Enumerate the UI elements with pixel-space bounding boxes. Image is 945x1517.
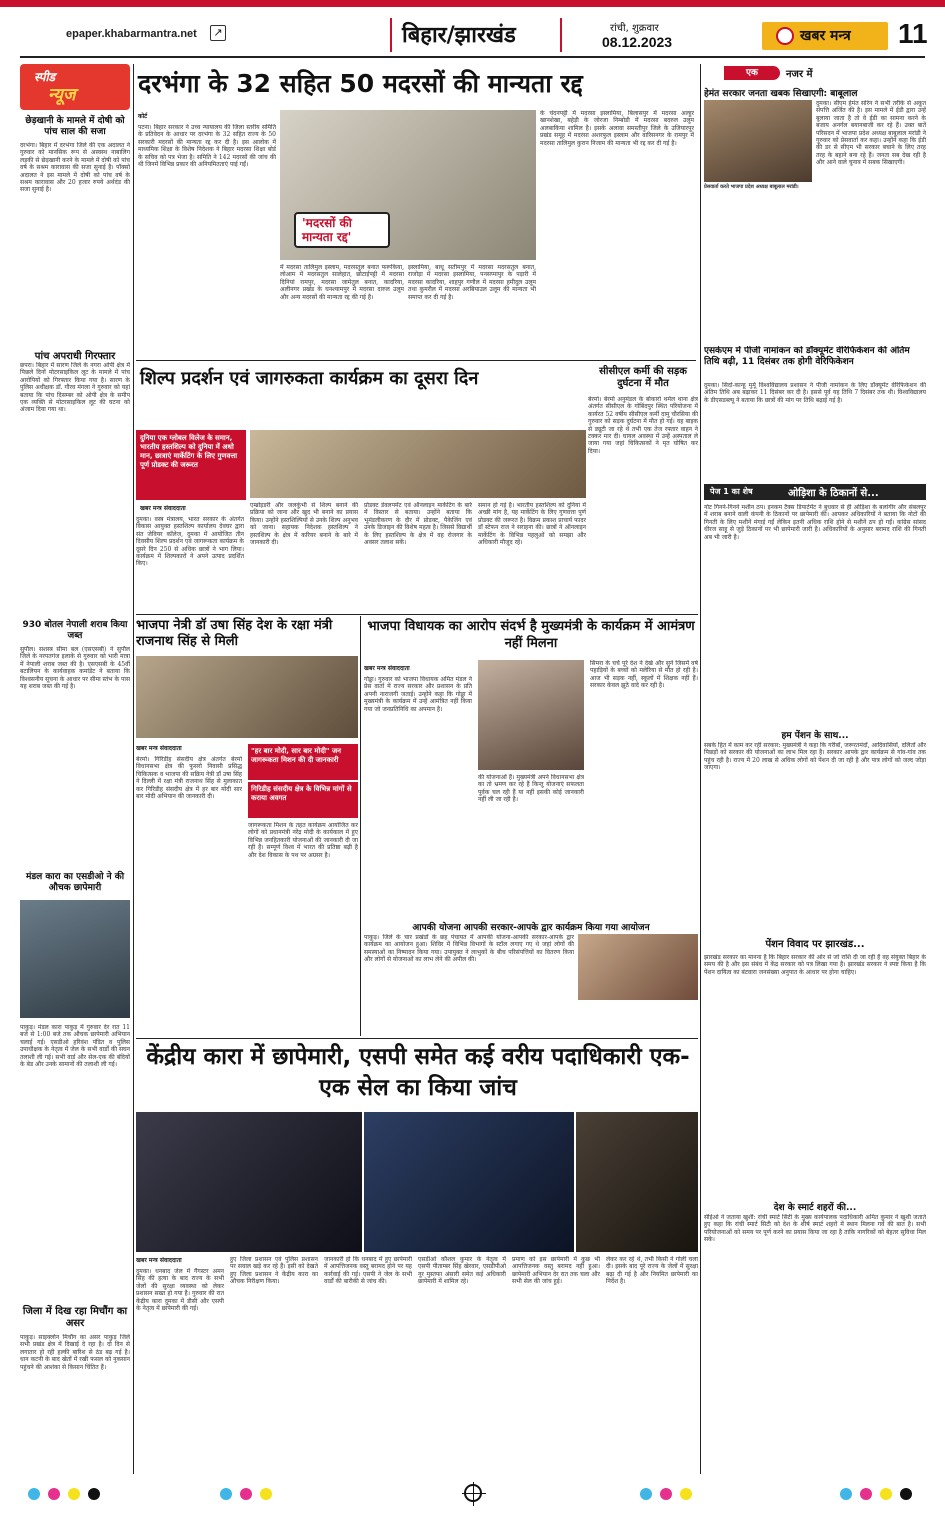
lead-story — [136, 64, 696, 360]
reg-dot-magenta-left — [48, 1488, 60, 1500]
usha-divider — [360, 616, 361, 1036]
epaper-url[interactable]: epaper.khabarmantra.net — [66, 28, 197, 40]
speed-item-5-body: पाकुड़। साइक्लोन मिचौंग का असर पाकुड़ जिले सभी प्रखंड क्षेत्र में दिखाई दे रहा है। दो दिन से लगातार हो रही हल्की बारिश से ठंड बढ़ गई है। धान कटनी के बाद खेतों में रखी फसल को नुकसान पहुंचने की आशंका से किसान चिंतित हैं। — [20, 1334, 130, 1371]
header-divider-left — [390, 18, 392, 52]
odisha-sub-2: पेंशन विवाद पर झारखंड... — [765, 939, 865, 950]
odisha-headline: ओड़िशा के ठिकानों से... — [788, 488, 879, 499]
shilp-story — [136, 362, 586, 612]
ccl-story — [588, 362, 698, 612]
shilp-col-4: समान हो गई है। भारतीय हस्तशिल्प को दुनिया में अच्छी मांग है, यह मार्केटिंग के लिए गुणवत्ता पूर्ण प्रोडक्ट की जरूरत है। विक्रम प्रकाश प्राचार्य फादर डॉ स्टेफन राज ने सराहना की। छात्रों ने ऑनलाइन मार्केटिंग के विभिन्न पहलुओं को समझा और अधिकारी मौजूद रहे। — [478, 502, 586, 547]
jail-raid-photo — [20, 900, 130, 1018]
kara-col-1: दुमका। धनबाद जेल में गैंगस्टर अमन सिंह की हत्या के बाद राज्य के सभी जेलों की सुरक्षा व्यवस्था को लेकर प्रशासन सख्त हो गया है। गुरुवार की रात केंद्रीय कारा दुमका में डीसी और एसपी के नेतृत्व में छापेमारी की गई। — [136, 1268, 224, 1313]
header-divider-mid — [560, 18, 562, 52]
shilp-redbox: दुनिया एक ग्लोबल विलेज के समान, भारतीय हस्तशिल्प को दुनिया में अधो मान, छात्राएं मार्केटिंग के लिए गुणवत्ता पूर्ण प्रोडक्ट की जरूरत — [136, 430, 246, 500]
kara-col-5: प्रमाण को इस छापेमारी में कुछ भी आपत्तिजनक वस्तु बरामद नहीं हुआ। छापेमारी अभियान देर रात तक चला और सभी सेल की जांच हुई। — [512, 1256, 600, 1286]
odisha-sub-1: हम पेंशन के साथ... — [781, 731, 849, 741]
hemant-body: दुमका। सीएम हेमंत सोरेन ने सभी तरीके से अकूत संपत्ति अर्जित की है। इस मामले में ईडी द्वारा उन्हें बुलाया जाता है तो वे ईडी का सामना करने के बजाय अनर्गल बयानबाजी कर रहे हैं। उक्त बातें परिसदन में भाजपा प्रदेश अध्यक्ष बाबूलाल मरांडी ने गुरुवार को प्रेसवार्ता कर कहा। उन्होंने कहा कि ईडी की डर से सीएम भी सरकार बचाने के लिए तरह तरह के बहाने बना रहे हैं। जनता सब देख रही है और आने वाले चुनाव में सबक सिखाएगी। — [816, 100, 926, 167]
lead-bottom-rule — [136, 360, 696, 361]
reg-dot-yellow-2 — [260, 1488, 272, 1500]
shilp-photo — [250, 430, 586, 498]
reg-dot-yellow-left — [68, 1488, 80, 1500]
kara-photo-3 — [576, 1112, 698, 1252]
crosshair-h — [462, 1493, 486, 1494]
hemant-headline: हेमंत सरकार जनता खबक सिखाएगी: बाबूलाल — [704, 89, 858, 99]
usha-col-2: जागरूकता मिशन के तहत कार्यक्रम आयोजित कर लोगों को प्रधानमंत्री नरेंद्र मोदी के कार्यकाल में हुए विभिन्न जनहितकारी योजनाओं की जानकारी दी जा रही है। सम्पूर्ण विश्व में भारत की प्रतिष्ठा बढ़ी है और देश विकास के पथ पर अग्रसर है। — [248, 822, 358, 859]
mla-story — [364, 616, 698, 916]
madrasa-photo-tag: 'मदरसों की मान्यता रद्द' — [294, 212, 390, 248]
right-column-divider — [700, 64, 701, 1474]
speed-item-1-body: दरभंगा। बिहार में दरभंगा जिले की एक अदालत ने गुरुवार को मानसिक रूप से अस्वस्थ नाबालिग लड़की से छेड़खानी करने के मामले में दोषी को पांच वर्ष के सश्रम कारावास की सजा सुनाई है। पॉक्सो अदालत ने इस मामले में दोषी को पांच वर्ष के सश्रम कारावास और 20 हजार रुपये अर्थदंड की सजा सुनाई है। — [20, 142, 130, 194]
skm-headline: एसकेएम में पीजी नामांकन को डॉक्यूमेंट वेरिफिकेशन की अंतिम तिथि बढ़ी, 11 दिसंबर तक होगी वेरिफिकेशन — [704, 346, 910, 367]
lead-col-1: पटना। बिहार सरकार ने उच्च न्यायालय की जिला स्तरीय समिति के प्रतिवेदन के आधार पर दरभंगा के 32 सहित राज्य के 50 सरकारी मदरसों की मान्यता रद्द कर दी है। इस आलोक में माध्यमिक शिक्षा के विशेष निदेशक ने बिहार मदरसा शिक्षा बोर्ड के सचिव को पत्र भेजा है। समिति ने 142 मदरसों की जांच की थी जिनमें विभिन्न प्रकार की अनियमितताएं पाई गईं। — [138, 124, 276, 169]
ccl-body: बेरमो। बेरमो अनुमंडल के बोकारो थर्मल थाना क्षेत्र अंतर्गत सीसीएल के गोबिंदपुर स्थित परियोजना में कार्यरत 52 वर्षीय सीसीएल कर्मी दामु चौरसिया की गुरुवार को सड़क दुर्घटना में मौत हो गई। वह बाइक से ड्यूटी जा रहे थे तभी एक तेज रफ्तार वाहन ने टक्कर मार दी। घायल अवस्था में उन्हें अस्पताल ले जाया गया जहां चिकित्सकों ने मृत घोषित कर दिया। — [588, 396, 698, 455]
speed-item-2-body: छपरा। बिहार में सारण जिले के नगरा ओपी क्षेत्र में पिछले दिनों मोटरसाइकिल लूट के मामले में पांच आरोपियों को गिरफ्तार किया गया है। सारण के पुलिस अधीक्षक डॉ. गौरव मंगला ने गुरुवार को यहां बताया कि पांच दिसम्बर को ओपी क्षेत्र के समीप एक व्यक्ति से मोटरसाइकिल लूट की घटना को अंजाम दिया गया था। — [20, 362, 130, 414]
reg-dot-cyan-left — [28, 1488, 40, 1500]
mla-col-3: सिमरा के चर्चे पूरे देश ने देखे और सुने जिसमें वर्ष पहाड़ियों के बच्चों को मलेरिया से मौत हो रही है। आज भी सड़क नहीं, स्कूलों में शिक्षक नहीं हैं। सरकार केवल झूठे वादे कर रही है। — [590, 660, 698, 690]
mla-photo — [478, 660, 584, 770]
page-number: 11 — [898, 18, 928, 49]
usha-redbox-2: गिरिडीह संसदीय क्षेत्र के विभिन्न मांगों से कराया अवगत — [248, 782, 358, 818]
crosshair-v — [473, 1482, 474, 1506]
shilp-col-2: एम्ब्रोइडरी और जलकुंभी से शिल्प बनाने की प्रक्रिया को जाना और खुद भी बनाने का प्रयास किया। उन्होंने हस्तशिल्पियों से उनके शिल्प अनुभव को जाना। सहायक निदेशक हस्तशिल्प ने हस्तशिल्प के क्षेत्र में करियर बनाने के बारे में जानकारी दी। — [250, 502, 358, 547]
lead-col-4: के चंदनपट्टी में मदरसा इस्लामिया, बिलासपुर में मदरसा अल्हुर खानशेखा, बहेड़ी के जोरजा निम्बोडी में मदरसा बदरुल उलूम अलबाकिया शामिल है। इसके अलावा समस्तीपुर जिले के उजियारपुर प्रखंड समूह में मदरसा अशरफुल इस्लाम और वारिसनगर के रामपुर में मदरसा तालिमुल कुरान निजाम की मान्यता भी रद्द कर दी गई है। — [540, 110, 694, 147]
section-title: बिहार/झारखंड — [402, 23, 516, 48]
shilp-col-3: प्रोडक्ट डेवलपमेंट एवं ऑनलाइन मार्केटिंग के बारे में विस्तार से बताया। उन्होंने बताया कि भूमंडलीकरण के दौर में प्रोडक्ट, पैकेजिंग एवं उनके डिजाइन की विशेष महत्व है। जिससे विद्यार्थी के लिए हस्तशिल्प के क्षेत्र में वह रोजगार के अवसर तलाश सकें। — [364, 502, 472, 547]
odisha-body-3: झारखंड सरकार का मानना है कि बिहार सरकार की ओर से जो राशि दी जा रही है वह संयुक्त बिहार के समय की है और इस संबंध में केंद्र सरकार को पत्र लिखा गया है। झारखंड सरकार ने स्पष्ट किया है कि पेंशन दायित्व का बंटवारा जनसंख्या अनुपात के आधार पर होना चाहिए। — [704, 954, 926, 976]
lead-col-2: में मदरसा तालिमुल इस्लाम, मदरसतुल बनात फरूकिया, लोआम में मदरसतुल सालेहात, छोटाईपट्टी में मदरसा दिनियां रामपुर, मदरसा जामेतुल बनात, कादरिया, अलीनगर प्रखंड के घनश्यामपुर में मदरसा दारुल उलूम और अन्य मदरसों की मान्यता रद्द की गई है। — [280, 264, 404, 301]
speed-item-1-title: छेड़खानी के मामले में दोषी को पांच साल की सजा — [25, 116, 125, 137]
masthead-rule — [20, 56, 925, 58]
reg-dot-black-left — [88, 1488, 100, 1500]
mla-byline: खबर मन्त्र संवाददाता — [364, 665, 410, 672]
brand-name: खबर मन्त्र — [800, 28, 851, 44]
mid-bottom-rule — [136, 1038, 698, 1039]
reg-dot-cyan-3 — [640, 1488, 652, 1500]
kara-byline: खबर मन्त्र संवाददाता — [136, 1257, 182, 1264]
odisha-body-2: सबके हित में काम कर रही सरकार: मुख्यमंत्री ने कहा कि गरीबों, जरूरतमंदों, आदिवासियों, दलितों और पिछड़ों को सरकार की योजनाओं का लाभ मिल रहा है। सरकार आपके द्वार कार्यक्रम से गांव-गांव तक पहुंच रही है। राज्य में 20 लाख से अधिक लोगों को पेंशन दी जा रही है और पात्र लोगों को जल्द जोड़ा जाएगा। — [704, 742, 926, 772]
mla-col-1: गोड्डा। गुरुवार को भाजपा विधायक अमित मंडल ने प्रेस वार्ता में राज्य सरकार और प्रशासन के प्रति अपनी नाराजगी जताई। उन्होंने कहा कि गोड्डा में मुख्यमंत्री के कार्यक्रम में उन्हें आमंत्रित नहीं किया गया जो जनप्रतिनिधि का अपमान है। — [364, 676, 472, 713]
kara-col-6: लेकर कर रहे थे, तभी किसी ने गोली चला दी। इसके बाद पूरे राज्य के जेलों में सुरक्षा बढ़ा दी गई है और नियमित छापेमारी का निर्देश है। — [606, 1256, 698, 1286]
speed-item-2-title: पांच अपराधी गिरफ्तार — [34, 351, 116, 362]
usha-byline: खबर मन्त्र संवाददाता — [136, 745, 182, 752]
lead-byline: कोर्ट — [138, 113, 148, 120]
odisha-strip-label: पेज 1 का शेष — [710, 487, 753, 496]
shilp-col-1: दुमका। वस्त्र मंत्रालय, भारत सरकार के अंतर्गत विकास आयुक्त हस्तशिल्प कार्यालय देवघर द्वारा संत जेवियर कॉलेज, दुमका में आयोजित तीन दिवसीय शिल्प प्रदर्शन एवं जागरूकता कार्यक्रम के दूसरे दिन 250 से अधिक छात्रों ने भाग लिया। कार्यक्रम में शिल्पकारों ने अपने उत्पाद प्रदर्शित किए। — [136, 516, 244, 568]
share-icon[interactable]: ↗ — [210, 25, 226, 41]
reg-dot-yellow-right — [880, 1488, 892, 1500]
aapki-headline: आपकी योजना आपकी सरकार-आपके द्वार कार्यक्रम किया गया आयोजन — [412, 923, 650, 933]
reg-dot-yellow-3 — [680, 1488, 692, 1500]
speed-item-3-title: 930 बोतल नेपाली शराब किया जब्त — [22, 620, 128, 641]
kara-story — [136, 1040, 698, 1474]
ccl-headline: सीसीएल कर्मी की सड़क दुर्घटना में मौत — [599, 366, 687, 389]
usha-col-1: बेरमो। गिरिडीह संसदीय क्षेत्र अंतर्गत बेरमो विधानसभा क्षेत्र की फुसरो निवासी प्रसिद्ध चिकित्सक व भाजपा की सक्रिय नेत्री डॉ उषा सिंह ने दिल्ली में रक्षा मंत्री राजनाथ सिंह से मुलाकात कर गिरिडीह संसदीय क्षेत्र में हर बार मोदी सार बार मोदी अभियान की जानकारी दी। — [136, 756, 242, 801]
speed-item-3-body: सुपौल। सशस्त्र सीमा बल (एसएसबी) ने सुपौल जिले के नरपतगंज इलाके से गुरुवार को भारी मात्रा में नेपाली शराब जब्त की है। एसएसबी के 45वीं बटालियन के कार्यवाहक कमांडेंट ने बताया कि विश्वसनीय सूचना के आधार पर सीमा स्तंभ के पास यह शराब जब्त की गई है। — [20, 646, 130, 691]
mla-col-2: की योजनाओं हैं। मुख्यमंत्री अपने विधानसभा क्षेत्र का तो भ्रमण कर रहे हैं किन्तु योजनाएं सफलता पूर्वक चल रही हैं या नहीं इसकी कोई जानकारी नहीं ली जा रही है। — [478, 774, 584, 804]
skm-body: दुमका। सिदो-कान्हू मुर्मू विश्वविद्यालय प्रशासन ने पीजी नामांकन के लिए डॉक्यूमेंट वेरिफिकेशन की अंतिम तिथि अब बढ़ाकर 11 दिसंबर कर दी है। इससे पूर्व यह तिथि 7 दिसंबर तक थी। विश्वविद्यालय के डीएसडब्ल्यू ने बताया कि छात्रों की मांग पर तिथि बढ़ाई गई है। — [704, 382, 926, 404]
kara-photo-1 — [136, 1112, 362, 1252]
aapki-photo — [578, 934, 698, 1000]
hemant-story — [704, 64, 926, 346]
header-date: 08.12.2023 — [602, 34, 673, 50]
kara-col-4: एसडीओ कौशल कुमार के नेतृत्व में एसपी पीताम्बर सिंह खेरवार, एसडीपीओ नूर मुस्तफा अंसारी समेत कई अधिकारी छापेमारी में शामिल रहे। — [418, 1256, 506, 1286]
speed-item-4-body: पाकुड़। मंडल कारा पाकुड़ में गुरुवार देर रात 11 बजे से 1:00 बजे तक औचक छापेमारी अभियान चलाई गई। एसडीओ हरिवंश पंडित व पुलिस उपाधीक्षक के नेतृत्व में जेल के सभी वार्डों की सघन तलाशी ली गई। सभी वार्ड और सेल-एक की बंदियों के बेड और उनके सामानों की तलाशी ली गई। — [20, 1024, 130, 1069]
ek-nazar-tag-2: नजर में — [786, 69, 813, 80]
babulal-photo-caption: प्रेसवार्ता करते भाजपा प्रदेश अध्यक्ष बाबूलाल मरांडी। — [704, 184, 799, 190]
speed-news-column — [20, 64, 130, 1474]
lead-col-3: इस्लामिया, बाधू सतीमपुर में मदरसा मदरसतुल बनात, राजोड़ा में मदरसा इस्लामिया, पनसप्पापुर के पड़ारी में मदरसा कादरिया, शाहपुर गणौल में मदरसा हमीदुल उलूम तथा कुमरौल में मदरसा अरबियाउल उलूम की मान्यता भी समाप्त कर दी गई है। — [408, 264, 536, 301]
shilp-byline: खबर मन्त्र संवाददाता — [140, 505, 186, 512]
mla-headline: भाजपा विधायक का आरोप संदर्भ है मुख्यमंत्री के कार्यक्रम में आमंत्रण नहीं मिलना — [367, 619, 695, 651]
lead-headline: दरभंगा के 32 सहित 50 मदरसों की मान्यता रद्द — [138, 69, 583, 98]
kara-headline: केंद्रीय कारा में छापेमारी, एसपी समेत कई वरीय पदाधिकारी एक-एक सेल का किया जांच — [146, 1044, 690, 1101]
usha-headline: भाजपा नेत्री डॉ उषा सिंह देश के रक्षा मंत्री राजनाथ सिंह से मिली — [136, 618, 333, 649]
usha-story — [136, 616, 358, 1036]
skm-story — [704, 346, 926, 482]
aapki-body: पाकुड़। जिले के चार प्रखंडों के छह पंचायत में आपकी योजना-आपकी सरकार-आपके द्वार कार्यक्रम का आयोजन हुआ। शिविर में विभिन्न विभागों के स्टॉल लगाए गए थे जहां लोगों की समस्याओं का निष्पादन किया गया। उपायुक्त ने लाभुकों के बीच परिसंपत्तियों का वितरण किया और लोगों से योजनाओं का लाभ लेने की अपील की। — [364, 934, 574, 964]
kara-photo-2 — [364, 1112, 574, 1252]
usha-photo — [136, 656, 358, 738]
madrasa-photo — [280, 110, 536, 260]
speed-news-badge-line1: स्पीड — [34, 70, 56, 84]
odisha-sub-3: देश के स्मार्ट शहरों की... — [773, 1203, 857, 1213]
crosshair-icon — [464, 1484, 482, 1502]
brand-logo-icon — [776, 27, 794, 45]
reg-dot-cyan-right — [840, 1488, 852, 1500]
kara-col-2: हुए जिला प्रशासन एवं पुलिस प्रशासन पर सवाल खड़े कर रहे हैं। इसी को देखते हुए जिला प्रशासन ने केंद्रीय कारा का औचक निरीक्षण किया। — [230, 1256, 318, 1286]
reg-dot-magenta-3 — [660, 1488, 672, 1500]
shilp-bottom-rule — [136, 614, 698, 615]
odisha-body: नोट गिनने-गिनने मशीन ठप। इनकम टैक्स डिपार्टमेंट ने बुधवार से ही ओड़िशा के बलांगीर और संबलपुर में शराब बनाने वाली कंपनी के ठिकानों पर छापेमारी की। आयकर अधिकारियों ने बताया कि नोटों की गिनती के लिए मशीनें मंगाई गईं लेकिन इतनी अधिक राशि होने से मशीनें ठप हो गईं। कांग्रेस सांसद धीरज साहू से जुड़े ठिकानों पर भी छापेमारी जारी है। अधिकारियों के अनुसार बरामद राशि की गिनती अब भी जारी है। — [704, 504, 926, 541]
footer-color-registration — [0, 1476, 945, 1517]
speed-news-badge — [20, 64, 130, 110]
reg-dot-black-right — [900, 1488, 912, 1500]
reg-dot-magenta-right — [860, 1488, 872, 1500]
aapki-story — [364, 920, 698, 1036]
speed-item-5-title: जिला में दिख रहा मिचौंग का असर — [22, 1306, 128, 1329]
odisha-story — [704, 484, 926, 1474]
usha-redbox-1: "हर बार मोदी, सार बार मोदी" जन जागरूकता मिशन की दी जानकारी — [248, 744, 358, 780]
masthead — [0, 0, 945, 64]
speed-news-badge-line2: न्यूज — [48, 85, 76, 105]
reg-dot-cyan-2 — [220, 1488, 232, 1500]
kara-col-3: जानकारी हो कि धनबाद में हुए छापेमारी में आपत्तिजनक वस्तु बरामद होने पर यह कार्रवाई की गई। एसपी ने जेल के सभी वार्डों की बारीकी से जांच की। — [324, 1256, 412, 1286]
babulal-photo — [704, 100, 812, 182]
masthead-accent — [0, 0, 945, 7]
speed-item-4-title: मंडल कारा का एसडीओ ने की औचक छापेमारी — [25, 872, 125, 893]
reg-dot-magenta-2 — [240, 1488, 252, 1500]
ek-nazar-tag: एक — [724, 66, 780, 80]
shilp-headline: शिल्प प्रदर्शन एवं जागरुकता कार्यक्रम का दूसरा दिन — [140, 368, 479, 389]
header-city-day: रांची, शुक्रवार — [610, 23, 659, 34]
odisha-body-4: सीईओ ने जताया खुशी: रांची स्मार्ट सिटी के मुख्य कार्यपालक पदाधिकारी अमित कुमार ने खुशी जताते हुए कहा कि रांची स्मार्ट सिटी को देश के शीर्ष स्मार्ट शहरों में स्थान मिलना गर्व की बात है। सभी परियोजनाओं को समय पर पूर्ण करने का प्रयास किया जा रहा है ताकि नागरिकों को बेहतर सुविधा मिल सके। — [704, 1214, 926, 1244]
left-column-divider — [133, 64, 134, 1474]
